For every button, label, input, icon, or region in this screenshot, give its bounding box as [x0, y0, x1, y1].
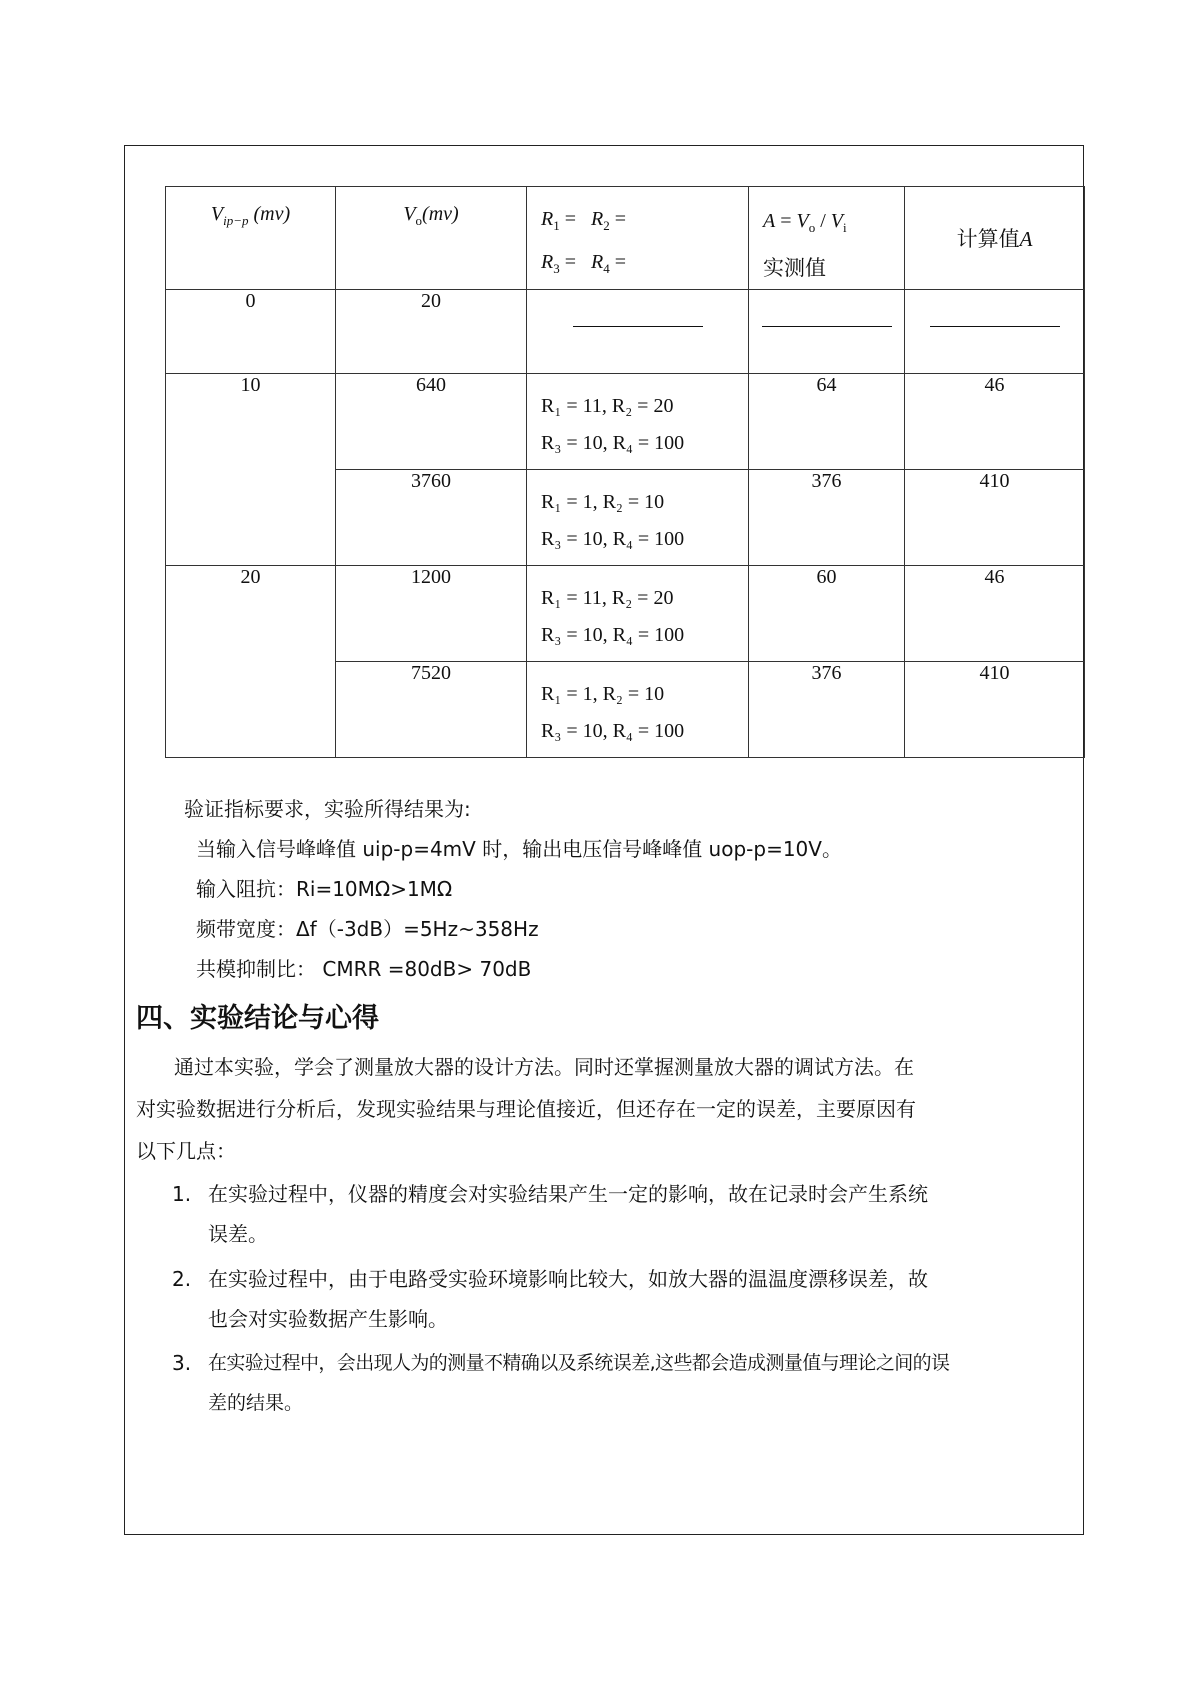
cell-calc: 46	[905, 566, 1085, 662]
list-item-number: 1.	[172, 1182, 192, 1206]
resistor-line: R₃ = 10, R₄ = 100	[541, 624, 685, 646]
resistor-line: R₃ = 10, R₄ = 100	[541, 432, 685, 454]
table-row	[166, 374, 1085, 470]
data-table	[165, 186, 1085, 758]
list-item: 在实验过程中，仪器的精度会对实验结果产生一定的影响，故在记录时会产生系统	[208, 1182, 928, 1206]
cell-measured: 60	[749, 566, 905, 662]
cell-measured: 376	[749, 470, 905, 566]
header-vip: $V_{ip-p}$ (mv)	[166, 187, 336, 290]
paragraph-line: 对实验数据进行分析后，发现实验结果与理论值接近，但还存在一定的误差，主要原因有	[136, 1097, 916, 1121]
resistor-line: R₁ = 1, R₂ = 10	[541, 491, 665, 513]
cell-vo: 20	[336, 290, 527, 374]
dash-line	[762, 326, 892, 327]
result-line-cmrr: 共模抑制比： CMRR =80dB> 70dB	[196, 957, 532, 981]
cell-vo: 7520	[336, 662, 527, 758]
result-line-gain: 当输入信号峰峰值 uip-p=4mV 时，输出电压信号峰峰值 uop-p=10V。	[196, 837, 842, 861]
header-r-line1: $R_1 = R_2$ =	[541, 208, 626, 233]
header-resistors	[527, 187, 749, 290]
table-row	[166, 290, 1085, 374]
paragraph-line: 以下几点：	[136, 1139, 236, 1163]
table-row	[166, 566, 1085, 662]
resistor-line: R₃ = 10, R₄ = 100	[541, 720, 685, 742]
results-intro: 验证指标要求，实验所得结果为:	[184, 797, 471, 821]
resistor-line: R₁ = 1, R₂ = 10	[541, 683, 665, 705]
cell-resistors-empty	[527, 290, 749, 374]
resistor-line: R₁ = 11, R₂ = 20	[541, 395, 674, 417]
list-item-number: 3.	[172, 1351, 192, 1375]
result-line-impedance: 输入阻抗：Ri=10MΩ>1MΩ	[196, 877, 453, 901]
cell-vip: 20	[166, 566, 336, 758]
list-item: 在实验过程中，由于电路受实验环境影响比较大，如放大器的温温度漂移误差，故	[208, 1267, 928, 1291]
cell-vip: 0	[166, 290, 336, 374]
cell-vip: 10	[166, 374, 336, 566]
cell-measured: 376	[749, 662, 905, 758]
dash-line	[930, 326, 1060, 327]
list-item: 在实验过程中，会出现人为的测量不精确以及系统误差,这些都会造成测量值与理论之间的误	[208, 1352, 950, 1374]
result-line-bandwidth: 频带宽度：Δf（-3dB）=5Hz~358Hz	[196, 917, 539, 941]
list-item-continuation: 差的结果。	[208, 1392, 304, 1414]
header-gain-formula: $A = V_o / V_i$	[763, 210, 847, 235]
cell-resistors	[527, 374, 749, 470]
cell-calc: 410	[905, 470, 1085, 566]
cell-calc-empty	[905, 290, 1085, 374]
cell-calc: 46	[905, 374, 1085, 470]
header-gain-measured	[749, 187, 905, 290]
cell-measured-empty	[749, 290, 905, 374]
cell-vo: 640	[336, 374, 527, 470]
header-r-line2: $R_3 = R_4$ =	[541, 251, 626, 276]
cell-vo: 3760	[336, 470, 527, 566]
cell-measured: 64	[749, 374, 905, 470]
cell-resistors	[527, 470, 749, 566]
list-item-continuation: 也会对实验数据产生影响。	[208, 1307, 448, 1331]
cell-calc: 410	[905, 662, 1085, 758]
header-vo: $V_o(mv)$	[336, 187, 527, 290]
resistor-line: R₁ = 11, R₂ = 20	[541, 587, 674, 609]
list-item-number: 2.	[172, 1267, 192, 1291]
resistor-line: R₃ = 10, R₄ = 100	[541, 528, 685, 550]
cell-vo: 1200	[336, 566, 527, 662]
header-calculated: 计算值A	[905, 187, 1085, 290]
table-header-row	[166, 187, 1085, 290]
cell-resistors	[527, 566, 749, 662]
dash-line	[573, 326, 703, 327]
section-heading: 四、实验结论与心得	[136, 1003, 379, 1034]
list-item-continuation: 误差。	[208, 1222, 268, 1246]
cell-resistors	[527, 662, 749, 758]
paragraph-line: 通过本实验，学会了测量放大器的设计方法。同时还掌握测量放大器的调试方法。在	[174, 1055, 914, 1079]
header-measured-label: 实测值	[763, 256, 826, 280]
